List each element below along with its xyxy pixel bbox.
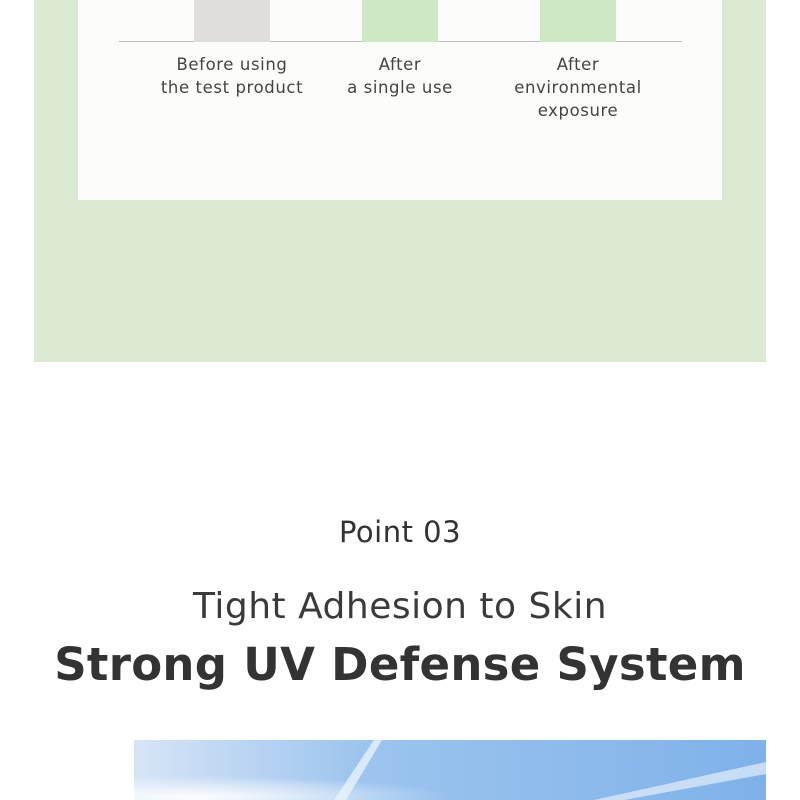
sky-photo bbox=[34, 740, 766, 800]
category-label-before-using: Before using the test product bbox=[160, 55, 304, 97]
category-label-after-environmental-exposure: After environmental exposure bbox=[514, 55, 642, 120]
bar-chart-card bbox=[78, 0, 722, 200]
section-subtitle: Tight Adhesion to Skin bbox=[192, 586, 608, 627]
section-headline: Strong UV Defense System bbox=[54, 638, 746, 691]
bar-after-environmental-exposure bbox=[540, 0, 616, 42]
point-label: Point 03 bbox=[338, 515, 462, 549]
sky-photo-graphic bbox=[34, 740, 766, 800]
category-label-after-single-use: After a single use bbox=[347, 55, 453, 97]
bar-after-single-use bbox=[362, 0, 438, 42]
bar-before-using bbox=[194, 0, 270, 42]
